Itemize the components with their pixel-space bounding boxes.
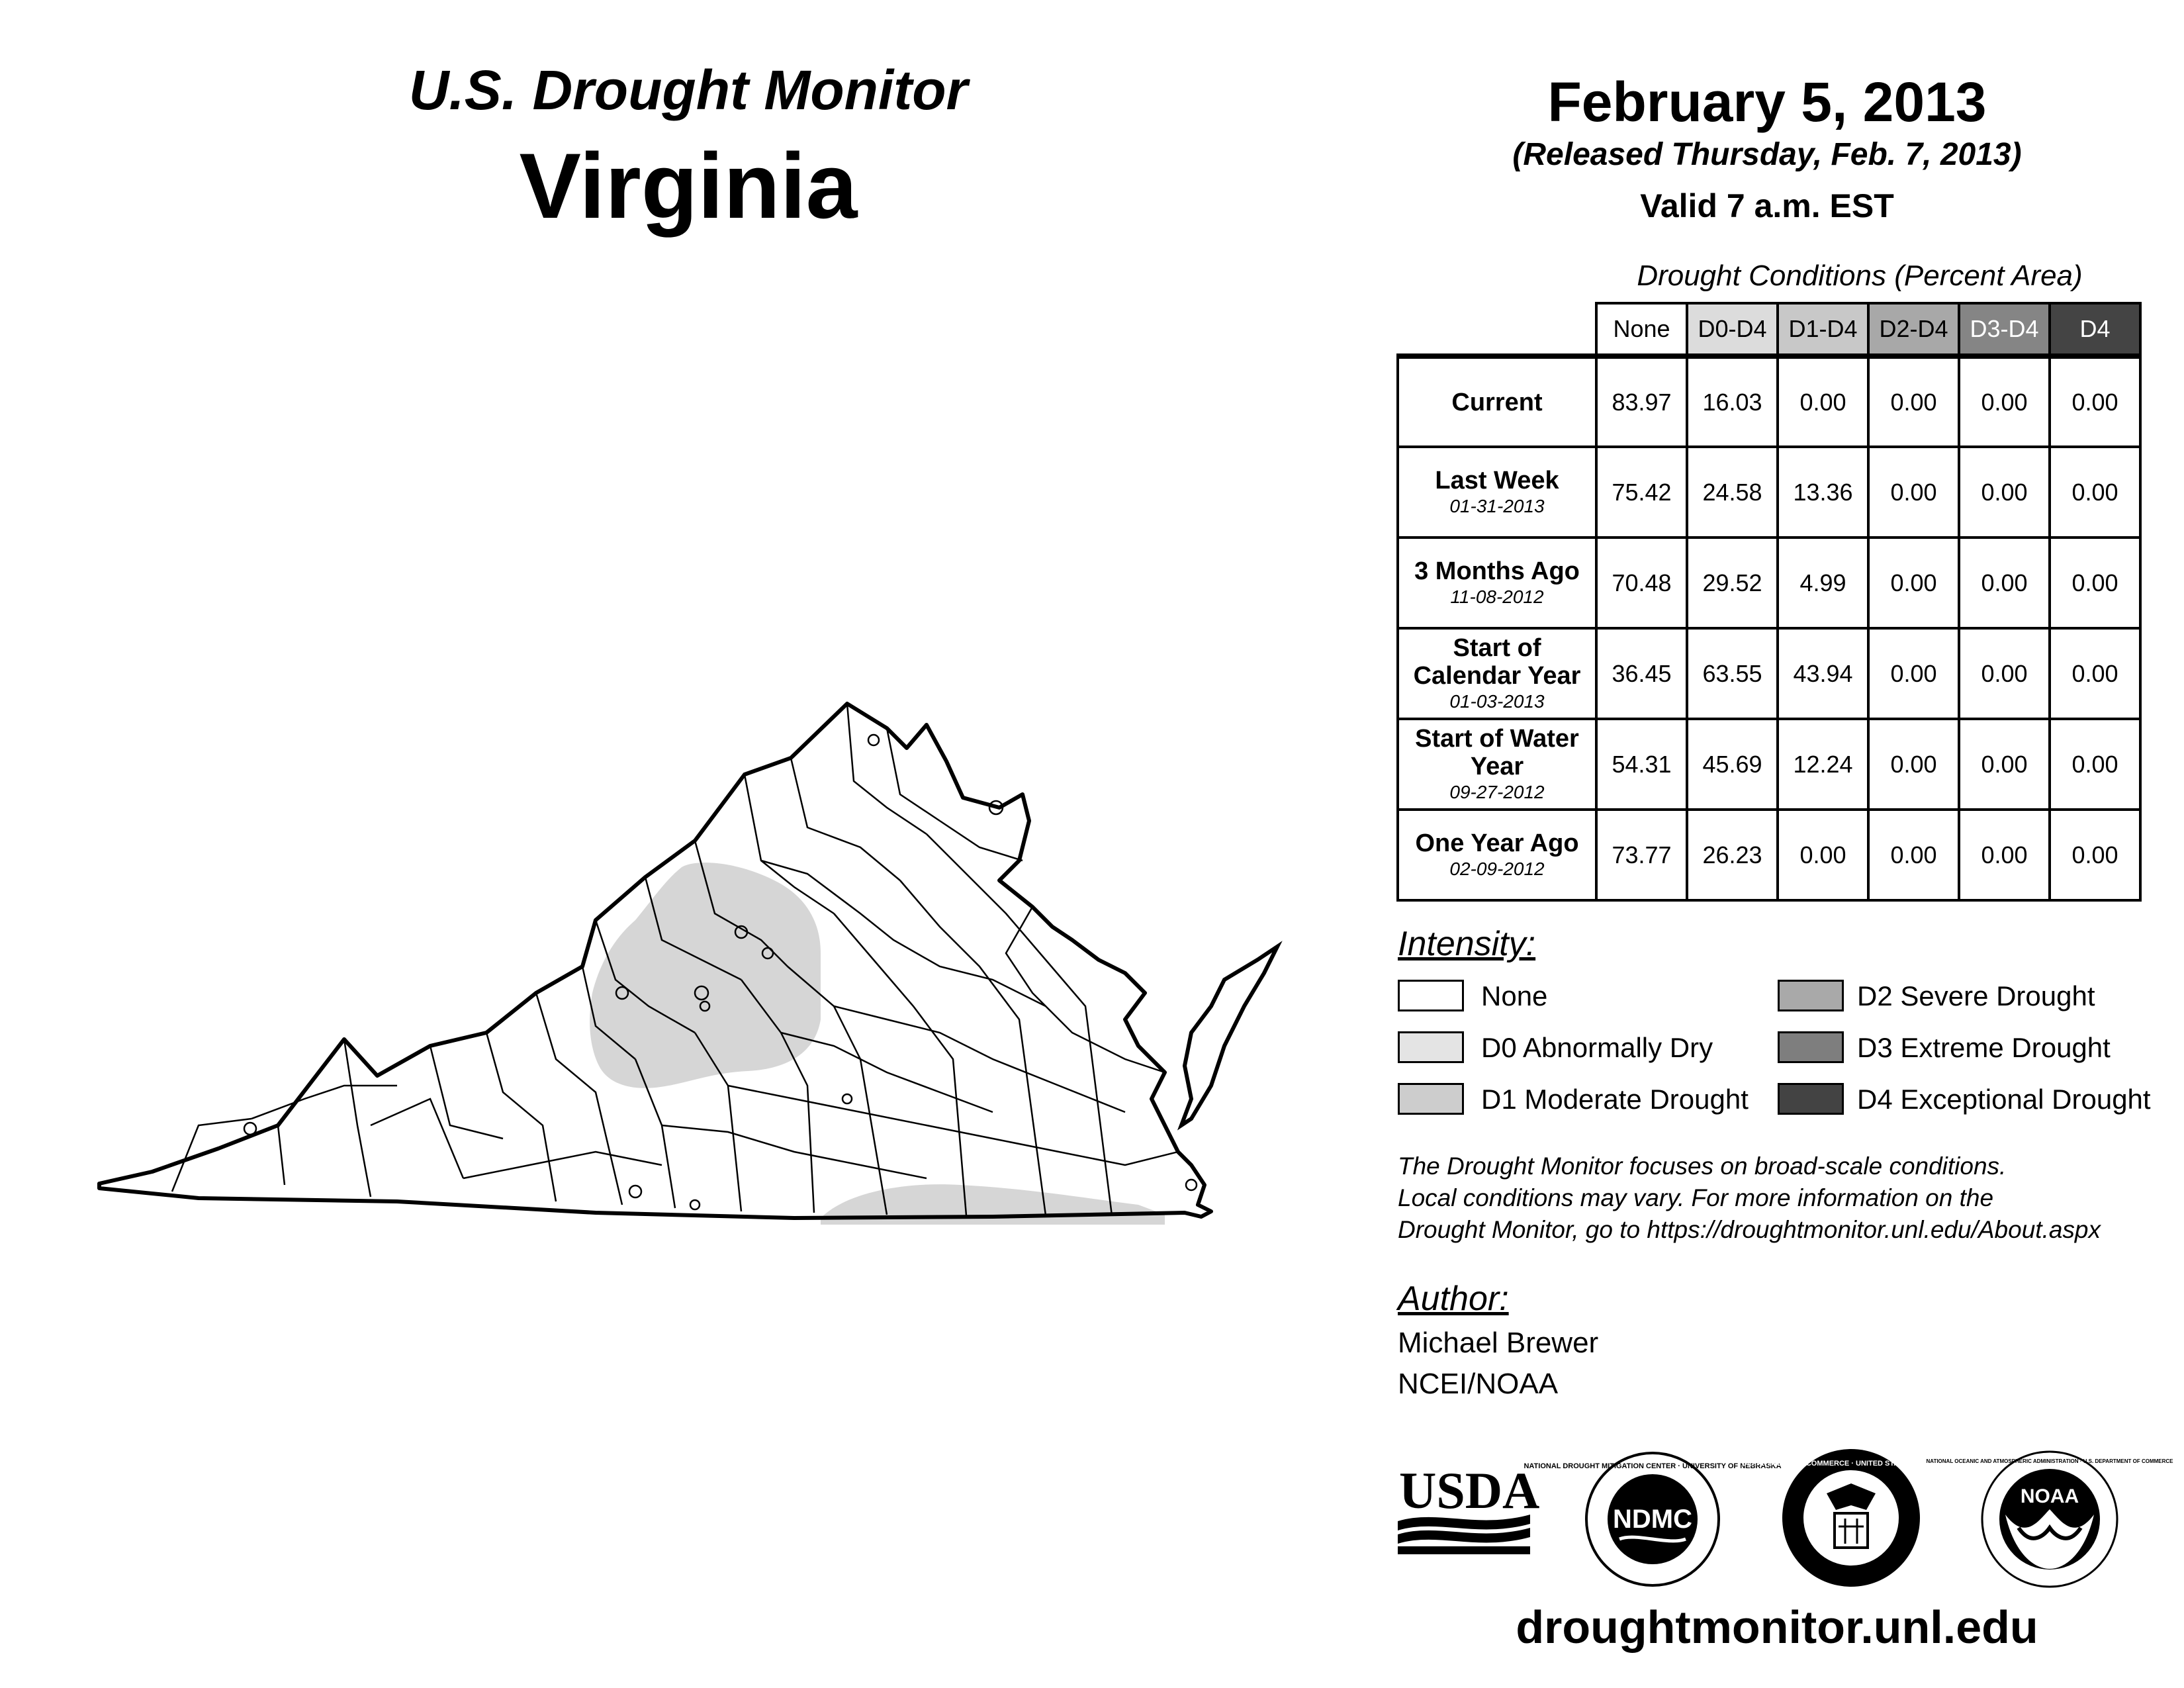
table-cell: 0.00 (2050, 447, 2140, 538)
row-date: 01-31-2013 (1449, 495, 1545, 516)
table-cell: 16.03 (1687, 356, 1778, 447)
table-cell: 24.58 (1687, 447, 1778, 538)
table-cell: 26.23 (1687, 810, 1778, 900)
table-row (1398, 628, 2140, 719)
row-label-text: Start of Water Year (1415, 724, 1579, 780)
ndmc-logo-text: NDMC (1613, 1505, 1692, 1534)
table-cell: 54.31 (1596, 719, 1687, 810)
table-cell: 0.00 (1868, 356, 1959, 447)
legend-swatch-d2 (1778, 980, 1844, 1011)
usda-logo-text: USDA (1399, 1462, 1540, 1519)
legend-label-d1: D1 Moderate Drought (1481, 1084, 1749, 1115)
table-cell: 43.94 (1778, 628, 1868, 719)
table-cell: 4.99 (1778, 538, 1868, 628)
table-cell: 0.00 (2050, 628, 2140, 719)
table-corner (1398, 303, 1596, 356)
legend-swatch-d1 (1398, 1083, 1464, 1115)
column-header: D3-D4 (1959, 303, 2050, 356)
state-name: Virginia (519, 134, 858, 238)
table-cell: 0.00 (2050, 356, 2140, 447)
table-cell: 0.00 (1778, 356, 1868, 447)
legend-swatch-d4 (1778, 1083, 1844, 1115)
table-cell: 0.00 (1868, 628, 1959, 719)
column-header: D1-D4 (1778, 303, 1868, 356)
eastern-shore (1181, 947, 1277, 1125)
table-row (1398, 538, 2140, 628)
table-cell: 29.52 (1687, 538, 1778, 628)
table-cell: 75.42 (1596, 447, 1687, 538)
author-org: NCEI/NOAA (1398, 1368, 1559, 1400)
doc-ring-text: DEPARTMENT OF COMMERCE · UNITED STATES OF AMERICA (1741, 1460, 1961, 1468)
table-cell: 0.00 (1778, 810, 1868, 900)
table-cell: 13.36 (1778, 447, 1868, 538)
column-header: None (1596, 303, 1687, 356)
table-cell: 63.55 (1687, 628, 1778, 719)
noaa-ring-text: NATIONAL OCEANIC AND ATMOSPHERIC ADMINISTRATION · U.S. DEPARTMENT OF COMMERCE (1926, 1458, 2173, 1464)
drought-conditions-table (1396, 302, 2142, 902)
table-cell: 83.97 (1596, 356, 1687, 447)
legend-swatch-none (1398, 980, 1464, 1011)
row-label (1398, 538, 1596, 628)
note-line: Local conditions may vary. For more information on the (1398, 1184, 1994, 1211)
table-cell: 0.00 (1959, 719, 2050, 810)
table-cell: 36.45 (1596, 628, 1687, 719)
table-cell: 0.00 (2050, 538, 2140, 628)
ndmc-ring-text: NATIONAL DROUGHT MITIGATION CENTER · UNIVERSITY OF NEBRASKA (1524, 1462, 1782, 1470)
row-label-text: 3 Months Ago (1414, 557, 1580, 585)
table-cell: 0.00 (1868, 810, 1959, 900)
row-label-text: Current (1451, 388, 1543, 416)
row-label (1398, 447, 1596, 538)
row-label (1398, 356, 1596, 447)
table-cell: 0.00 (1959, 810, 2050, 900)
row-label (1398, 719, 1596, 810)
legend-swatch-d0 (1398, 1031, 1464, 1063)
row-date: 11-08-2012 (1450, 586, 1544, 607)
author-title: Author: (1398, 1280, 1509, 1318)
table-caption: Drought Conditions (Percent Area) (1637, 259, 2083, 292)
legend-label-d3: D3 Extreme Drought (1857, 1032, 2111, 1063)
noaa-logo (1926, 1448, 2173, 1590)
row-label-text: Start of Calendar Year (1413, 633, 1581, 690)
release-date: (Released Thursday, Feb. 7, 2013) (1512, 137, 2022, 172)
map-date: February 5, 2013 (1547, 71, 1987, 133)
legend-label-d0: D0 Abnormally Dry (1481, 1032, 1713, 1063)
legend-label-none: None (1481, 980, 1548, 1011)
doc-seal-logo (1741, 1447, 1961, 1589)
legend-swatch-d3 (1778, 1031, 1844, 1063)
table-cell: 0.00 (2050, 810, 2140, 900)
website-link[interactable]: droughtmonitor.unl.edu (1516, 1601, 2038, 1653)
table-cell: 0.00 (1868, 538, 1959, 628)
table-cell: 12.24 (1778, 719, 1868, 810)
table-cell: 0.00 (1868, 719, 1959, 810)
row-label (1398, 628, 1596, 719)
legend-label-d2: D2 Severe Drought (1857, 980, 2095, 1011)
table-cell: 73.77 (1596, 810, 1687, 900)
table-cell: 45.69 (1687, 719, 1778, 810)
row-label-text: One Year Ago (1415, 829, 1579, 857)
virginia-map (0, 0, 1324, 1324)
row-date: 09-27-2012 (1449, 781, 1545, 802)
table-row (1398, 719, 2140, 810)
table-row (1398, 356, 2140, 447)
row-label (1398, 810, 1596, 900)
map-title: U.S. Drought Monitor (408, 59, 968, 121)
table-header-row (1398, 303, 2140, 356)
legend-label-d4: D4 Exceptional Drought (1857, 1084, 2151, 1115)
legend-title: Intensity: (1398, 925, 1536, 963)
noaa-logo-text: NOAA (2020, 1485, 2079, 1507)
table-cell: 0.00 (1868, 447, 1959, 538)
table-cell: 0.00 (1959, 356, 2050, 447)
table-row (1398, 447, 2140, 538)
disclaimer-note (1398, 1150, 2101, 1246)
row-label-text: Last Week (1435, 466, 1559, 494)
table-cell: 70.48 (1596, 538, 1687, 628)
table-cell: 0.00 (1959, 538, 2050, 628)
note-line: The Drought Monitor focuses on broad-scale conditions. (1398, 1152, 2007, 1180)
author-name: Michael Brewer (1398, 1327, 1599, 1359)
column-header: D0-D4 (1687, 303, 1778, 356)
row-date: 01-03-2013 (1449, 690, 1545, 712)
table-cell: 0.00 (2050, 719, 2140, 810)
column-header: D4 (2050, 303, 2140, 356)
table-cell: 0.00 (1959, 628, 2050, 719)
column-header: D2-D4 (1868, 303, 1959, 356)
table-row (1398, 810, 2140, 900)
row-date: 02-09-2012 (1449, 858, 1545, 879)
usda-logo (1398, 1462, 1540, 1556)
ndmc-logo (1524, 1450, 1782, 1589)
table-cell: 0.00 (1959, 447, 2050, 538)
valid-time: Valid 7 a.m. EST (1640, 187, 1894, 224)
note-line: Drought Monitor, go to https://droughtmonitor.unl.edu/About.aspx (1398, 1216, 2101, 1243)
